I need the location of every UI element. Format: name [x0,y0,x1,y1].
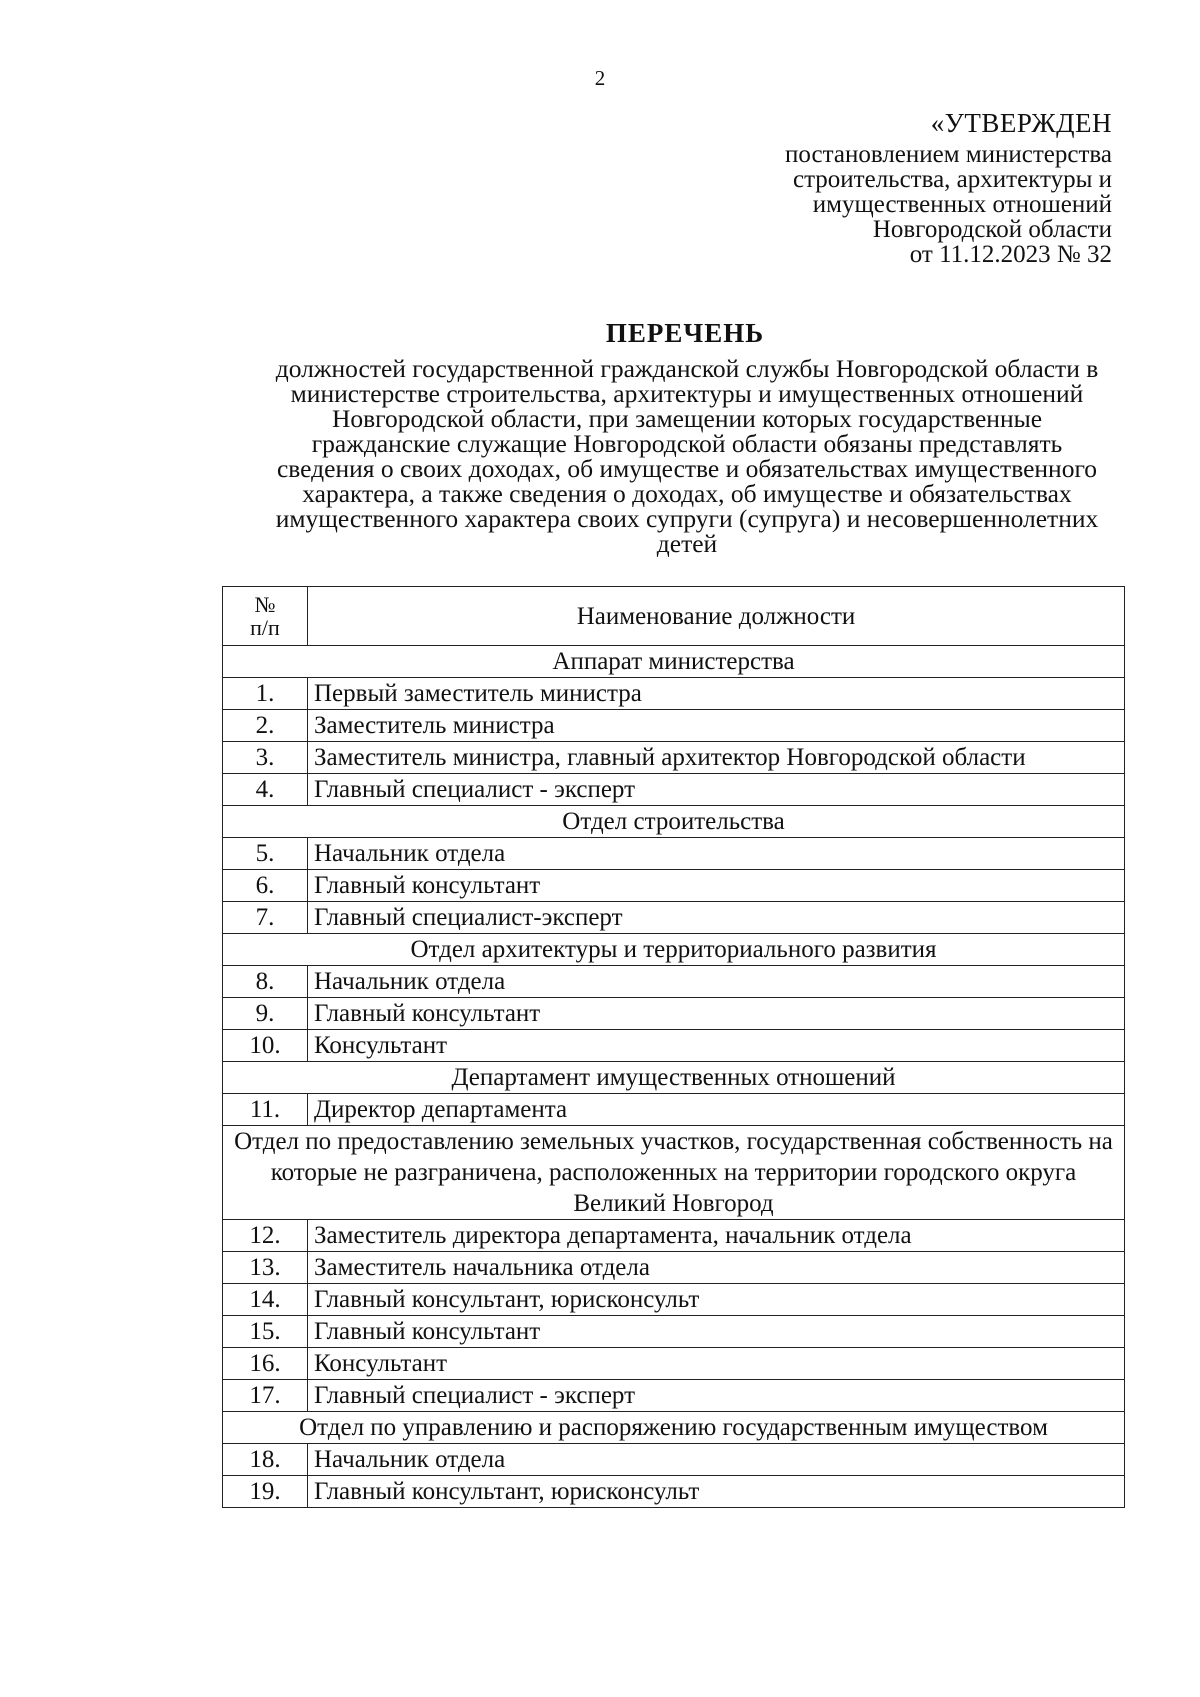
position-name: Заместитель директора департамента, начальник отдела [308,1220,1125,1252]
position-name: Главный специалист - эксперт [308,774,1125,806]
header-position-name: Наименование должности [308,587,1125,646]
position-name: Главный специалист-эксперт [308,902,1125,934]
page-number: 2 [594,66,606,90]
position-name: Главный консультант, юрисконсульт [308,1476,1125,1508]
table-row [223,1252,1125,1284]
table-row [223,678,1125,710]
table-section-row [223,806,1125,838]
position-name: Начальник отдела [308,838,1125,870]
subtitle-line: Новгородской области, при замещении которых государственные [331,404,1043,433]
subtitle-line: должностей государственной гражданской службы Новгородской области в [275,354,1099,383]
section-title: Отдел архитектуры и территориального развития [223,934,1125,966]
position-name: Начальник отдела [308,966,1125,998]
row-number: 4. [223,774,308,806]
section-title: Отдел строительства [223,806,1125,838]
section-title: Департамент имущественных отношений [223,1062,1125,1094]
row-number: 16. [223,1348,308,1380]
table-section-row [223,934,1125,966]
subtitle-line: сведения о своих доходах, об имуществе и обязательствах имущественного [276,454,1098,483]
approval-date-number: от 11.12.2023 № 32 [909,241,1112,268]
position-name: Заместитель министра, главный архитектор Новгородской области [308,742,1125,774]
position-name: Главный консультант [308,1316,1125,1348]
row-number: 10. [223,1030,308,1062]
row-number: 14. [223,1284,308,1316]
section-title: Аппарат министерства [223,646,1125,678]
table-row [223,1220,1125,1252]
row-number: 9. [223,998,308,1030]
header-number-symbol: № [254,592,276,617]
document-title: ПЕРЕЧЕНЬ [605,318,765,348]
row-number: 11. [223,1094,308,1126]
position-name: Главный консультант [308,998,1125,1030]
subtitle-line: гражданские служащие Новгородской области обязаны представлять [311,429,1063,458]
position-name: Первый заместитель министра [308,678,1125,710]
section-title: Отдел по управлению и распоряжению государственным имуществом [223,1412,1125,1444]
table-header-row [223,587,1125,646]
row-number: 17. [223,1380,308,1412]
approval-title: «УТВЕРЖДЕН [930,108,1112,138]
row-number: 7. [223,902,308,934]
table-row [223,1444,1125,1476]
table-row [223,1348,1125,1380]
approval-stamp [785,108,1112,267]
table-row [223,1030,1125,1062]
row-number: 2. [223,710,308,742]
table-row [223,774,1125,806]
table-section-row [223,1412,1125,1444]
table-row [223,870,1125,902]
position-name: Главный консультант, юрисконсульт [308,1284,1125,1316]
header-number-label: п/п [250,615,280,640]
row-number: 18. [223,1444,308,1476]
position-name: Главный специалист - эксперт [308,1380,1125,1412]
subtitle-line: имущественного характера своих супруги (супруга) и несовершеннолетних [275,504,1099,533]
positions-table [222,586,1125,1508]
row-number: 1. [223,678,308,710]
table-row [223,710,1125,742]
position-name: Консультант [308,1348,1125,1380]
table-row [223,742,1125,774]
table-row [223,1380,1125,1412]
row-number: 8. [223,966,308,998]
approval-line: строительства, архитектуры и [792,166,1112,193]
row-number: 15. [223,1316,308,1348]
table-section-row [223,646,1125,678]
approval-line: имущественных отношений [812,191,1112,218]
subtitle-line: министерстве строительства, архитектуры и имущественных отношений [290,379,1084,408]
table-row [223,966,1125,998]
table-body [223,646,1125,1508]
row-number: 19. [223,1476,308,1508]
position-name: Заместитель министра [308,710,1125,742]
position-name: Консультант [308,1030,1125,1062]
document-subtitle [222,356,1152,556]
approval-line: Новгородской области [872,216,1112,243]
header-number [223,587,308,646]
table-row [223,1476,1125,1508]
position-name: Начальник отдела [308,1444,1125,1476]
approval-line: постановлением министерства [785,141,1112,168]
subtitle-line: детей [656,529,718,558]
row-number: 5. [223,838,308,870]
table-row [223,902,1125,934]
table-row [223,1284,1125,1316]
row-number: 12. [223,1220,308,1252]
position-name: Заместитель начальника отдела [308,1252,1125,1284]
position-name: Директор департамента [308,1094,1125,1126]
row-number: 13. [223,1252,308,1284]
table-row [223,998,1125,1030]
table-row [223,838,1125,870]
table-section-row [223,1062,1125,1094]
row-number: 3. [223,742,308,774]
table-row [223,1094,1125,1126]
table-section-row [223,1126,1125,1220]
section-title: Отдел по предоставлению земельных участков, государственная собственность на которые не разграничена, расположенных на территории городского округа Великий Новгород [223,1126,1125,1220]
subtitle-line: характера, а также сведения о доходах, об имуществе и обязательствах [302,479,1072,508]
row-number: 6. [223,870,308,902]
table-row [223,1316,1125,1348]
position-name: Главный консультант [308,870,1125,902]
